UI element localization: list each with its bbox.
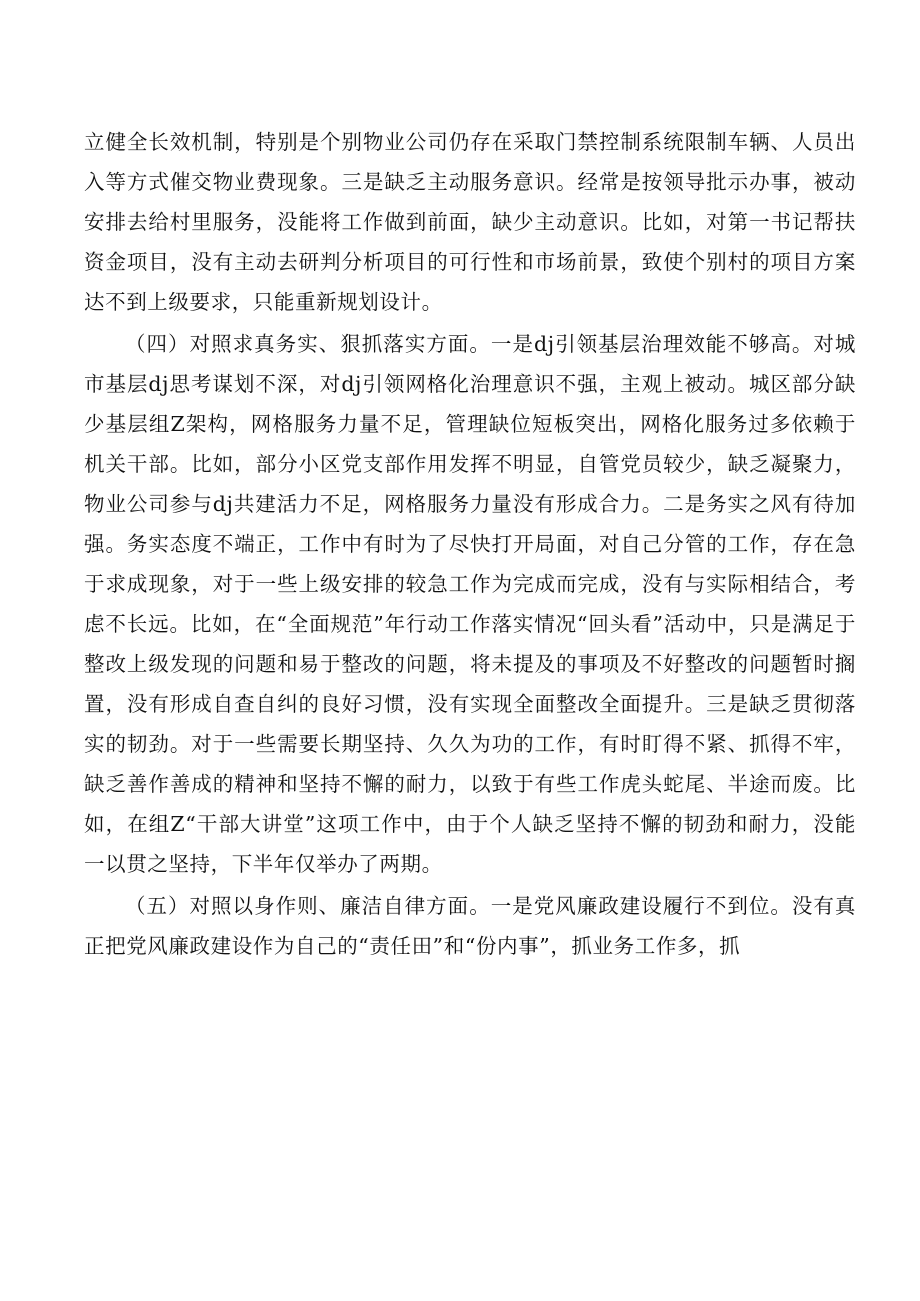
paragraph-section-four: （四）对照求真务实、狠抓落实方面。一是dj引领基层治理效能不够高。对城市基层dj思考谋划不深，对dj引领网格化治理意识不强，主观上被动。城区部分缺少基层组Z架构，网格服务力量不足，管理缺位短板突出，网格化服务过多依赖于机关干部。比如，部分小区党支部作用发挥不明显，自管党员较少，缺乏凝聚力，物业公司参与dj共建活力不足，网格服务力量没有形成合力。二是务实之风有待加强。务实态度不端正，工作中有时为了尽快打开局面，对自己分管的工作，存在急于求成现象，对于一些上级安排的较急工作为完成而完成，没有与实际相结合，考虑不长远。比如，在“全面规范”年行动工作落实情况“回头看”活动中，只是满足于整改上级发现的问题和易于整改的问题，将未提及的事项及不好整改的问题暂时搁置，没有形成自查自纠的良好习惯，没有实现全面整改全面提升。三是缺乏贯彻落实的韧劲。对于一些需要长期坚持、久久为功的工作，有时盯得不紧、抓得不牢，缺乏善作善成的精神和坚持不懈的耐力，以致于有些工作虎头蛇尾、半途而废。比如，在组Z“干部大讲堂”这项工作中，由于个人缺乏坚持不懈的韧劲和耐力，没能一以贯之坚持，下半年仅举办了两期。 xyxy=(84,332,856,876)
paragraph-continuation: 立健全长效机制，特别是个别物业公司仍存在采取门禁控制系统限制车辆、人员出入等方式催交物业费现象。三是缺乏主动服务意识。经常是按领导批示办事，被动安排去给村里服务，没能将工作做到前面，缺少主动意识。比如，对第一书记帮扶资金项目，没有主动去研判分析项目的可行性和市场前景，致使个别村的项目方案达不到上级要求，只能重新规划设计。 xyxy=(84,130,856,314)
paragraph-section-five: （五）对照以身作则、廉洁自律方面。一是党风廉政建设履行不到位。没有真正把党风廉政建设作为自己的“责任田”和“份内事”，抓业务工作多，抓 xyxy=(84,894,856,958)
document-page xyxy=(84,122,856,966)
